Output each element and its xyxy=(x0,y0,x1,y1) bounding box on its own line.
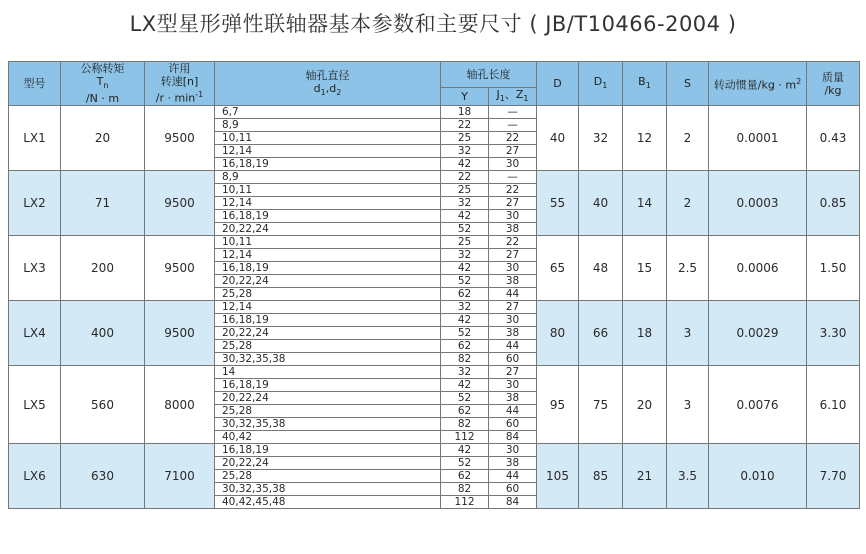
length-y-cell: 42 xyxy=(441,262,489,275)
table-row xyxy=(9,444,860,457)
length-y-cell: 52 xyxy=(441,275,489,288)
length-y-cell: 52 xyxy=(441,457,489,470)
header-speed: 许用 转速[n] $/r \cdot \min^{-1}$ xyxy=(145,62,215,106)
length-y-cell: 32 xyxy=(441,366,489,379)
bore-diameter-cell: 40,42,45,48 xyxy=(215,496,441,509)
header-J1-Z1: $J_1$、$Z_1$ xyxy=(489,88,537,106)
torque-cell: 20 xyxy=(61,106,145,171)
header-S: S xyxy=(667,62,709,106)
D-cell: 55 xyxy=(537,171,579,236)
bore-diameter-cell: 20,22,24 xyxy=(215,392,441,405)
length-j-cell: 38 xyxy=(489,275,537,288)
length-y-cell: 42 xyxy=(441,379,489,392)
length-y-cell: 18 xyxy=(441,106,489,119)
length-y-cell: 82 xyxy=(441,418,489,431)
B1-cell: 21 xyxy=(623,444,667,509)
length-y-cell: 25 xyxy=(441,132,489,145)
length-j-cell: 30 xyxy=(489,158,537,171)
length-y-cell: 42 xyxy=(441,314,489,327)
length-j-cell: 60 xyxy=(489,483,537,496)
bore-diameter-cell: 20,22,24 xyxy=(215,223,441,236)
model-cell: LX3 xyxy=(9,236,61,301)
bore-diameter-cell: 12,14 xyxy=(215,249,441,262)
D-cell: 80 xyxy=(537,301,579,366)
length-j-cell: 38 xyxy=(489,327,537,340)
model-cell: LX1 xyxy=(9,106,61,171)
length-j-cell: 38 xyxy=(489,223,537,236)
torque-cell: 400 xyxy=(61,301,145,366)
length-y-cell: 112 xyxy=(441,496,489,509)
D1-cell: 40 xyxy=(579,171,623,236)
bore-diameter-cell: 30,32,35,38 xyxy=(215,483,441,496)
length-y-cell: 32 xyxy=(441,301,489,314)
torque-cell: 71 xyxy=(61,171,145,236)
length-y-cell: 62 xyxy=(441,470,489,483)
length-y-cell: 112 xyxy=(441,431,489,444)
D-cell: 65 xyxy=(537,236,579,301)
length-j-cell: 30 xyxy=(489,314,537,327)
S-cell: 3 xyxy=(667,301,709,366)
mass-cell: 0.43 xyxy=(807,106,860,171)
length-j-cell: 44 xyxy=(489,405,537,418)
D1-cell: 48 xyxy=(579,236,623,301)
length-j-cell: 84 xyxy=(489,431,537,444)
B1-cell: 12 xyxy=(623,106,667,171)
length-j-cell: 27 xyxy=(489,249,537,262)
length-j-cell: 30 xyxy=(489,262,537,275)
header-bore-length: 轴孔长度 xyxy=(441,62,537,88)
bore-diameter-cell: 16,18,19 xyxy=(215,262,441,275)
bore-diameter-cell: 30,32,35,38 xyxy=(215,353,441,366)
bore-diameter-cell: 20,22,24 xyxy=(215,457,441,470)
header-mass: 质量 /kg xyxy=(807,62,860,106)
length-j-cell: 27 xyxy=(489,301,537,314)
bore-diameter-cell: 30,32,35,38 xyxy=(215,418,441,431)
speed-cell: 9500 xyxy=(145,236,215,301)
D1-cell: 75 xyxy=(579,366,623,444)
inertia-cell: 0.0076 xyxy=(709,366,807,444)
length-j-cell: 60 xyxy=(489,418,537,431)
mass-cell: 7.70 xyxy=(807,444,860,509)
length-j-cell: 84 xyxy=(489,496,537,509)
length-y-cell: 52 xyxy=(441,327,489,340)
length-j-cell: — xyxy=(489,171,537,184)
length-y-cell: 22 xyxy=(441,171,489,184)
speed-cell: 9500 xyxy=(145,301,215,366)
length-j-cell: 38 xyxy=(489,392,537,405)
model-cell: LX2 xyxy=(9,171,61,236)
bore-diameter-cell: 20,22,24 xyxy=(215,327,441,340)
length-j-cell: 22 xyxy=(489,132,537,145)
length-j-cell: 30 xyxy=(489,379,537,392)
bore-diameter-cell: 16,18,19 xyxy=(215,314,441,327)
bore-diameter-cell: 20,22,24 xyxy=(215,275,441,288)
bore-diameter-cell: 12,14 xyxy=(215,197,441,210)
bore-diameter-cell: 12,14 xyxy=(215,145,441,158)
length-y-cell: 52 xyxy=(441,392,489,405)
length-y-cell: 25 xyxy=(441,184,489,197)
bore-diameter-cell: 12,14 xyxy=(215,301,441,314)
B1-cell: 20 xyxy=(623,366,667,444)
page-title: LX型星形弹性联轴器基本参数和主要尺寸 ( JB/T10466-2004 ) xyxy=(129,12,737,36)
mass-cell: 6.10 xyxy=(807,366,860,444)
inertia-cell: 0.010 xyxy=(709,444,807,509)
length-j-cell: 27 xyxy=(489,366,537,379)
length-y-cell: 62 xyxy=(441,288,489,301)
coupling-parameter-table xyxy=(8,61,860,509)
length-y-cell: 22 xyxy=(441,119,489,132)
table-row xyxy=(9,236,860,249)
D-cell: 40 xyxy=(537,106,579,171)
header-Y: Y xyxy=(441,88,489,106)
bore-diameter-cell: 16,18,19 xyxy=(215,210,441,223)
torque-cell: 200 xyxy=(61,236,145,301)
header-bore-diameter: 轴孔直径 $d_1,d_2$ xyxy=(215,62,441,106)
mass-cell: 0.85 xyxy=(807,171,860,236)
length-y-cell: 82 xyxy=(441,483,489,496)
length-j-cell: 27 xyxy=(489,197,537,210)
inertia-cell: 0.0001 xyxy=(709,106,807,171)
length-y-cell: 32 xyxy=(441,145,489,158)
speed-cell: 9500 xyxy=(145,106,215,171)
bore-diameter-cell: 40,42 xyxy=(215,431,441,444)
bore-diameter-cell: 6,7 xyxy=(215,106,441,119)
D1-cell: 85 xyxy=(579,444,623,509)
bore-diameter-cell: 8,9 xyxy=(215,171,441,184)
inertia-cell: 0.0029 xyxy=(709,301,807,366)
table-row xyxy=(9,106,860,119)
table-row xyxy=(9,301,860,314)
speed-cell: 7100 xyxy=(145,444,215,509)
B1-cell: 15 xyxy=(623,236,667,301)
bore-diameter-cell: 25,28 xyxy=(215,405,441,418)
model-cell: LX4 xyxy=(9,301,61,366)
speed-cell: 8000 xyxy=(145,366,215,444)
inertia-cell: 0.0006 xyxy=(709,236,807,301)
S-cell: 2.5 xyxy=(667,236,709,301)
length-y-cell: 82 xyxy=(441,353,489,366)
length-j-cell: 30 xyxy=(489,444,537,457)
bore-diameter-cell: 14 xyxy=(215,366,441,379)
length-j-cell: 38 xyxy=(489,457,537,470)
length-j-cell: — xyxy=(489,119,537,132)
length-y-cell: 62 xyxy=(441,405,489,418)
speed-cell: 9500 xyxy=(145,171,215,236)
torque-cell: 560 xyxy=(61,366,145,444)
table-body xyxy=(9,106,860,509)
length-y-cell: 25 xyxy=(441,236,489,249)
length-y-cell: 32 xyxy=(441,197,489,210)
length-y-cell: 62 xyxy=(441,340,489,353)
S-cell: 3.5 xyxy=(667,444,709,509)
length-y-cell: 42 xyxy=(441,158,489,171)
D-cell: 105 xyxy=(537,444,579,509)
length-y-cell: 42 xyxy=(441,210,489,223)
header-D: D xyxy=(537,62,579,106)
bore-diameter-cell: 8,9 xyxy=(215,119,441,132)
D-cell: 95 xyxy=(537,366,579,444)
inertia-cell: 0.0003 xyxy=(709,171,807,236)
bore-diameter-cell: 16,18,19 xyxy=(215,379,441,392)
bore-diameter-cell: 16,18,19 xyxy=(215,158,441,171)
header-torque: 公称转矩 $T_n$ /N · m xyxy=(61,62,145,106)
header-model: 型号 xyxy=(9,62,61,106)
S-cell: 3 xyxy=(667,366,709,444)
table-row xyxy=(9,366,860,379)
length-j-cell: 22 xyxy=(489,184,537,197)
B1-cell: 18 xyxy=(623,301,667,366)
bore-diameter-cell: 25,28 xyxy=(215,340,441,353)
length-j-cell: 44 xyxy=(489,340,537,353)
length-j-cell: 30 xyxy=(489,210,537,223)
length-j-cell: — xyxy=(489,106,537,119)
table-header xyxy=(9,62,860,106)
bore-diameter-cell: 10,11 xyxy=(215,236,441,249)
length-j-cell: 27 xyxy=(489,145,537,158)
model-cell: LX6 xyxy=(9,444,61,509)
length-y-cell: 32 xyxy=(441,249,489,262)
model-cell: LX5 xyxy=(9,366,61,444)
bore-diameter-cell: 10,11 xyxy=(215,132,441,145)
length-y-cell: 52 xyxy=(441,223,489,236)
torque-cell: 630 xyxy=(61,444,145,509)
B1-cell: 14 xyxy=(623,171,667,236)
length-j-cell: 60 xyxy=(489,353,537,366)
header-inertia: 转动惯量$/kg \cdot m^2$ xyxy=(709,62,807,106)
length-y-cell: 42 xyxy=(441,444,489,457)
S-cell: 2 xyxy=(667,106,709,171)
D1-cell: 66 xyxy=(579,301,623,366)
S-cell: 2 xyxy=(667,171,709,236)
header-D1: $D_1$ xyxy=(579,62,623,106)
bore-diameter-cell: 16,18,19 xyxy=(215,444,441,457)
table-row xyxy=(9,171,860,184)
mass-cell: 3.30 xyxy=(807,301,860,366)
length-j-cell: 44 xyxy=(489,470,537,483)
mass-cell: 1.50 xyxy=(807,236,860,301)
bore-diameter-cell: 25,28 xyxy=(215,470,441,483)
header-B1: $B_1$ xyxy=(623,62,667,106)
length-j-cell: 22 xyxy=(489,236,537,249)
bore-diameter-cell: 10,11 xyxy=(215,184,441,197)
length-j-cell: 44 xyxy=(489,288,537,301)
bore-diameter-cell: 25,28 xyxy=(215,288,441,301)
D1-cell: 32 xyxy=(579,106,623,171)
